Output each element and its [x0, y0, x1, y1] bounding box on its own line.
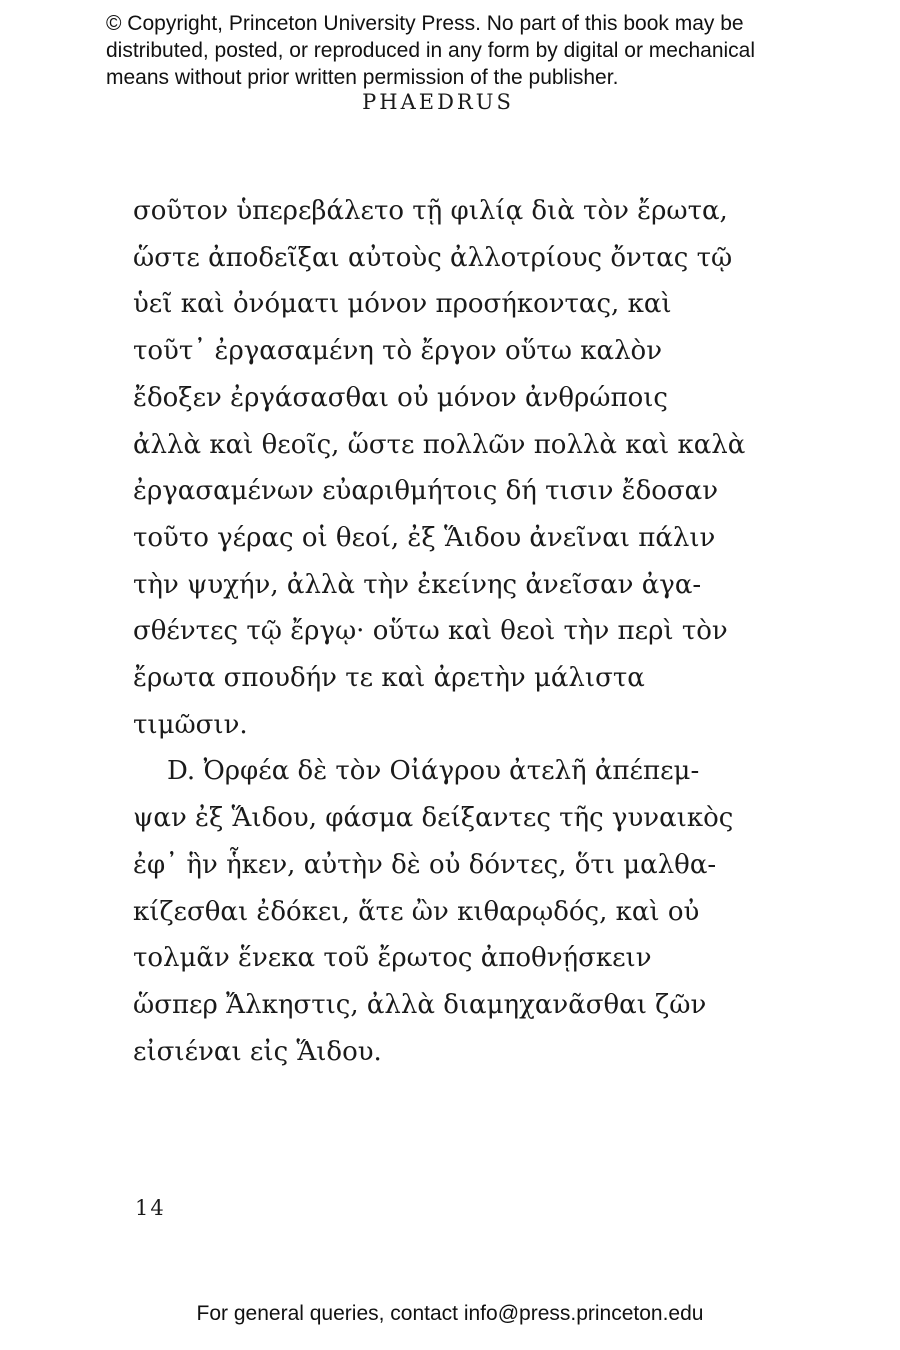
- text-line: τιμῶσιν.: [133, 709, 248, 740]
- text-line: σοῦτον ὑπερεβάλετο τῇ φιλίᾳ διὰ τὸν ἔρωτα,: [133, 196, 728, 226]
- text-line: ἐργασαμένων εὐαριθμήτοις δή τισιν ἔδοσαν: [133, 476, 719, 507]
- text-line: κίζεσθαι ἐδόκει, ἅτε ὢν κιθαρῳδός, καὶ οὐ: [133, 896, 700, 927]
- copyright-line: means without prior written permission of the publisher.: [106, 66, 619, 89]
- text-line: τοῦτο γέρας οἱ θεοί, ἐξ Ἅιδου ἀνεῖναι πάλιν: [133, 522, 716, 553]
- page-number: 14: [135, 1196, 166, 1220]
- text-line: εἰσιέναι εἰς Ἅιδου.: [133, 1036, 382, 1067]
- text-line: ἐφ᾽ ἣν ἧκεν, αὐτὴν δὲ οὐ δόντες, ὅτι μαλθα-: [133, 849, 717, 880]
- footer-contact: For general queries, contact info@press.princeton.edu: [196, 1302, 704, 1325]
- copyright-line: © Copyright, Princeton University Press. No part of this book may be: [106, 12, 744, 35]
- text-line: ἀλλὰ καὶ θεοῖς, ὥστε πολλῶν πολλὰ καὶ καλὰ: [133, 429, 746, 460]
- text-line: ὥσπερ Ἄλκηστις, ἀλλὰ διαμηχανᾶσθαι ζῶν: [133, 989, 707, 1020]
- text-line: ψαν ἐξ Ἅιδου, φάσμα δείξαντες τῆς γυναικὸς: [133, 803, 734, 834]
- text-line: τολμᾶν ἕνεκα τοῦ ἔρωτος ἀποθνῄσκειν: [133, 943, 652, 974]
- text-line: σθέντες τῷ ἔργῳ· οὕτω καὶ θεοὶ τὴν περὶ τὸν: [133, 616, 728, 647]
- text-line: ὥστε ἀποδεῖξαι αὐτοὺς ἀλλοτρίους ὄντας τῷ: [133, 242, 733, 273]
- running-head: PHAEDRUS: [362, 90, 514, 114]
- text-line: ἔρωτα σπουδήν τε καὶ ἀρετὴν μάλιστα: [133, 663, 645, 694]
- copyright-line: distributed, posted, or reproduced in any form by digital or mechanical: [106, 39, 756, 62]
- text-line: τὴν ψυχήν, ἀλλὰ τὴν ἐκείνης ἀνεῖσαν ἀγα-: [133, 569, 702, 600]
- text-line: ἔδοξεν ἐργάσασθαι οὐ μόνον ἀνθρώποις: [133, 382, 668, 413]
- body-text: [133, 188, 833, 1075]
- paragraph-start-line: D. Ὀρφέα δὲ τὸν Οἰάγρου ἀτελῆ ἀπέπεμ-: [167, 756, 700, 787]
- text-line: ὑεῖ καὶ ὀνόματι μόνον προσήκοντας, καὶ: [133, 289, 672, 320]
- copyright-notice: [106, 10, 826, 91]
- text-line: τοῦτ᾽ ἐργασαμένη τὸ ἔργον οὕτω καλὸν: [133, 336, 663, 367]
